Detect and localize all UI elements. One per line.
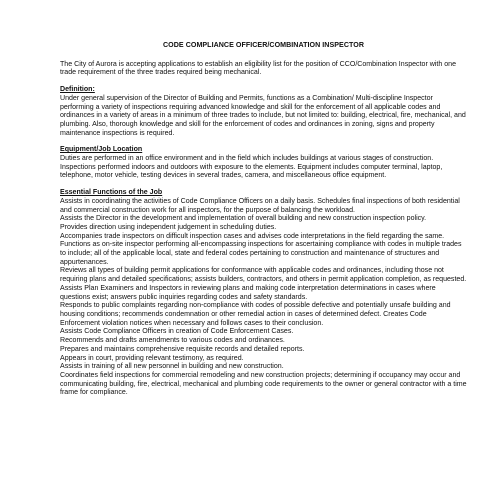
- function-item: Assists in training of all new personnel in building and new construction.: [60, 363, 284, 371]
- definition-body: Under general supervision of the Director of Building and Permits, functions as a Combination/ Multi-discipline Inspector performing a variety of inspections requiring advanced knowledge and skill for the enforcement of all applicable codes and ordinances in a variety of areas in a minimum of three trades to include, but not limited to: building, electrical, fire, mechanical, and plumbing. Also, thorough knowledge and skill for the enforcement of codes and ordinances in zoning, signs and property maintenance inspections is required.: [60, 94, 466, 137]
- function-item: Accompanies trade inspectors on difficult inspection cases and advises code interpretations in the field regarding the same.: [60, 232, 445, 240]
- function-item: Provides direction using independent judgement in scheduling duties.: [60, 223, 277, 231]
- intro-paragraph: The City of Aurora is accepting applications to establish an eligibility list for the position of CCO/Combination Inspector with one trade requirement of the three trades required being mechanical.: [60, 60, 457, 77]
- functions-heading: Essential Functions of the Job: [60, 189, 163, 197]
- function-item: Assists Plan Examiners and Inspectors in reviewing plans and making code interpretation determinations in cases where questions exist; answers public inquiries regarding codes and safety standards.: [60, 284, 436, 301]
- function-item: Recommends and drafts amendments to various codes and ordinances.: [60, 337, 285, 345]
- function-item: Prepares and maintains comprehensive requisite records and detailed reports.: [60, 345, 305, 353]
- definition-heading: Definition:: [60, 86, 95, 94]
- definition-section: [60, 86, 467, 138]
- functions-section: [60, 189, 467, 398]
- equipment-body: Duties are performed in an office environment and in the field which includes buildings at various stages of construction. Inspections performed indoors and outdoors with exposure to the elements. Equipment includes computer terminal, laptop, telephone, motor vehicle, testing devices in several trades, camera, and miscellaneous office equipment.: [60, 155, 443, 180]
- function-item: Assists in coordinating the activities of Code Compliance Officers on a daily basis. Schedules final inspections of both residential and commercial construction work for all inspectors, for the purpose of balancing the workload.: [60, 197, 460, 214]
- function-item: Reviews all types of building permit applications for conformance with applicable codes and ordinances, including those not requiring plans and detailed specifications; assists builders, contractors, and others in permit application completion, as requested.: [60, 267, 467, 284]
- function-item: Functions as on-site inspector performing all-encompassing inspections for ascertaining compliance with codes in multiple trades to include; all of the applicable local, state and federal codes pertaining to construction and maintenance of structures and appurtenances.: [60, 241, 462, 266]
- function-item: Coordinates field inspections for commercial remodeling and new construction projects; determining if occupancy may occur and communicating building, fire, electrical, mechanical and plumbing code requirements to the owner or general contractor with a time frame for compliance.: [60, 371, 467, 397]
- document-title: CODE COMPLIANCE OFFICER/COMBINATION INSPECTOR: [162, 41, 364, 49]
- equipment-heading: Equipment/Job Location: [60, 146, 143, 154]
- function-item: Appears in court, providing relevant testimony, as required.: [60, 354, 244, 362]
- function-item: Responds to public complaints regarding non-compliance with codes of possible defective and potentially unsafe building and housing conditions; recommends condemnation or other remedial action in cases of determined defect. Creates Code Enforcement violation notices when necessary and follows cases to their conclusion.: [60, 302, 451, 327]
- function-item: Assists Code Compliance Officers in creation of Code Enforcement Cases.: [60, 328, 294, 336]
- function-item: Assists the Director in the development and implementation of overall building and new construction inspection policy.: [60, 215, 427, 223]
- equipment-section: [60, 146, 467, 181]
